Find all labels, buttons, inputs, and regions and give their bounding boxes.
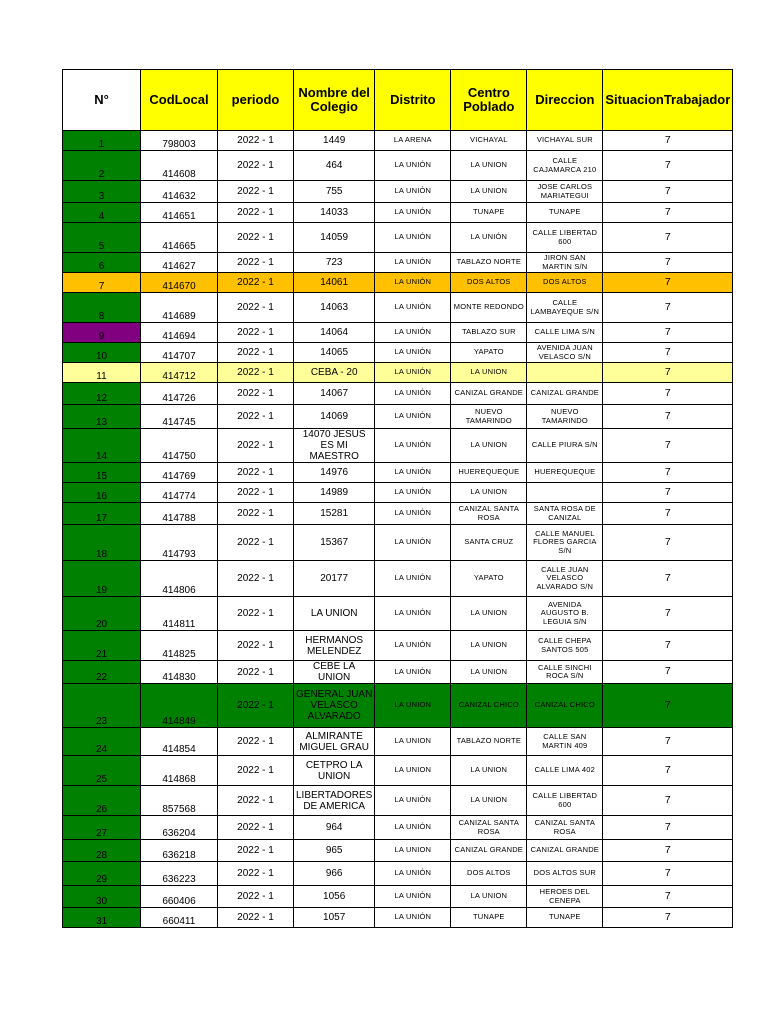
nombre-cell: 1056 xyxy=(294,886,375,908)
centro-poblado-cell: LA UNION xyxy=(451,786,527,816)
nombre-cell: 14069 xyxy=(294,405,375,429)
periodo-cell: 2022 - 1 xyxy=(218,343,294,363)
periodo-cell: 2022 - 1 xyxy=(218,503,294,525)
header-periodo: periodo xyxy=(218,70,294,131)
direccion-cell: CANIZAL GRANDE xyxy=(527,840,603,862)
row-number: 4 xyxy=(63,203,141,223)
table-row xyxy=(63,151,733,181)
table-row xyxy=(63,405,733,429)
codlocal-cell: 414788 xyxy=(141,503,218,525)
row-number: 7 xyxy=(63,273,141,293)
codlocal-cell: 414689 xyxy=(141,293,218,323)
table-row xyxy=(63,631,733,661)
centro-poblado-cell: LA UNION xyxy=(451,181,527,203)
distrito-cell: LA UNIÓN xyxy=(375,661,451,684)
codlocal-cell: 414726 xyxy=(141,383,218,405)
distrito-cell: LA ARENA xyxy=(375,131,451,151)
row-number: 16 xyxy=(63,483,141,503)
codlocal-cell: 414868 xyxy=(141,756,218,786)
direccion-cell: NUEVO TAMARINDO xyxy=(527,405,603,429)
nombre-cell: LA UNION xyxy=(294,597,375,631)
nombre-cell: 14061 xyxy=(294,273,375,293)
codlocal-cell: 414825 xyxy=(141,631,218,661)
distrito-cell: LA UNIÓN xyxy=(375,405,451,429)
periodo-cell: 2022 - 1 xyxy=(218,908,294,928)
codlocal-cell: 414849 xyxy=(141,684,218,728)
periodo-cell: 2022 - 1 xyxy=(218,597,294,631)
table-row xyxy=(63,561,733,597)
centro-poblado-cell: LA UNION xyxy=(451,886,527,908)
distrito-cell: LA UNIÓN xyxy=(375,908,451,928)
header-situacion: SituacionTrabajador xyxy=(603,70,733,131)
periodo-cell: 2022 - 1 xyxy=(218,151,294,181)
table-row xyxy=(63,684,733,728)
situacion-cell: 7 xyxy=(603,862,733,886)
periodo-cell: 2022 - 1 xyxy=(218,223,294,253)
row-number: 9 xyxy=(63,323,141,343)
situacion-cell: 7 xyxy=(603,181,733,203)
centro-poblado-cell: CANIZAL CHICO xyxy=(451,684,527,728)
codlocal-cell: 414608 xyxy=(141,151,218,181)
situacion-cell: 7 xyxy=(603,363,733,383)
row-number: 13 xyxy=(63,405,141,429)
centro-poblado-cell: TABLAZO SUR xyxy=(451,323,527,343)
codlocal-cell: 414830 xyxy=(141,661,218,684)
direccion-cell: CALLE LAMBAYEQUE S/N xyxy=(527,293,603,323)
distrito-cell: LA UNIÓN xyxy=(375,181,451,203)
codlocal-cell: 414651 xyxy=(141,203,218,223)
centro-poblado-cell: DOS ALTOS xyxy=(451,273,527,293)
situacion-cell: 7 xyxy=(603,816,733,840)
table-row xyxy=(63,483,733,503)
row-number: 5 xyxy=(63,223,141,253)
nombre-cell: 965 xyxy=(294,840,375,862)
distrito-cell: LA UNIÓN xyxy=(375,363,451,383)
situacion-cell: 7 xyxy=(603,908,733,928)
table-row xyxy=(63,661,733,684)
centro-poblado-cell: YAPATO xyxy=(451,343,527,363)
centro-poblado-cell: CANIZAL GRANDE xyxy=(451,383,527,405)
table-row xyxy=(63,343,733,363)
centro-poblado-cell: CANIZAL SANTA ROSA xyxy=(451,503,527,525)
codlocal-cell: 414806 xyxy=(141,561,218,597)
centro-poblado-cell: LA UNION xyxy=(451,483,527,503)
periodo-cell: 2022 - 1 xyxy=(218,483,294,503)
distrito-cell: LA UNIÓN xyxy=(375,525,451,561)
periodo-cell: 2022 - 1 xyxy=(218,525,294,561)
periodo-cell: 2022 - 1 xyxy=(218,661,294,684)
header-centro-poblado: Centro Poblado xyxy=(451,70,527,131)
periodo-cell: 2022 - 1 xyxy=(218,561,294,597)
nombre-cell: 1449 xyxy=(294,131,375,151)
school-table xyxy=(62,69,733,928)
situacion-cell: 7 xyxy=(603,684,733,728)
centro-poblado-cell: TUNAPE xyxy=(451,908,527,928)
row-number: 31 xyxy=(63,908,141,928)
row-number: 8 xyxy=(63,293,141,323)
direccion-cell: TUNAPE xyxy=(527,908,603,928)
codlocal-cell: 414670 xyxy=(141,273,218,293)
direccion-cell: CANIZAL SANTA ROSA xyxy=(527,816,603,840)
row-number: 15 xyxy=(63,463,141,483)
direccion-cell: CALLE CAJAMARCA 210 xyxy=(527,151,603,181)
periodo-cell: 2022 - 1 xyxy=(218,131,294,151)
distrito-cell: LA UNION xyxy=(375,728,451,756)
direccion-cell: CALLE JUAN VELASCO ALVARADO S/N xyxy=(527,561,603,597)
table-row xyxy=(63,503,733,525)
nombre-cell: LIBERTADORES DE AMERICA xyxy=(294,786,375,816)
distrito-cell: LA UNIÓN xyxy=(375,293,451,323)
row-number: 26 xyxy=(63,786,141,816)
nombre-cell: CEBE LA UNION xyxy=(294,661,375,684)
distrito-cell: LA UNIÓN xyxy=(375,483,451,503)
situacion-cell: 7 xyxy=(603,293,733,323)
distrito-cell: LA UNION xyxy=(375,840,451,862)
situacion-cell: 7 xyxy=(603,886,733,908)
direccion-cell: CALLE LIMA 402 xyxy=(527,756,603,786)
direccion-cell: CANIZAL GRANDE xyxy=(527,383,603,405)
periodo-cell: 2022 - 1 xyxy=(218,786,294,816)
periodo-cell: 2022 - 1 xyxy=(218,273,294,293)
table-row xyxy=(63,253,733,273)
centro-poblado-cell: HUEREQUEQUE xyxy=(451,463,527,483)
periodo-cell: 2022 - 1 xyxy=(218,203,294,223)
centro-poblado-cell: LA UNION xyxy=(451,756,527,786)
codlocal-cell: 414854 xyxy=(141,728,218,756)
table-row xyxy=(63,728,733,756)
periodo-cell: 2022 - 1 xyxy=(218,429,294,463)
codlocal-cell: 636223 xyxy=(141,862,218,886)
centro-poblado-cell: LA UNION xyxy=(451,151,527,181)
periodo-cell: 2022 - 1 xyxy=(218,862,294,886)
row-number: 3 xyxy=(63,181,141,203)
codlocal-cell: 414665 xyxy=(141,223,218,253)
periodo-cell: 2022 - 1 xyxy=(218,363,294,383)
situacion-cell: 7 xyxy=(603,840,733,862)
row-number: 27 xyxy=(63,816,141,840)
row-number: 24 xyxy=(63,728,141,756)
nombre-cell: 14033 xyxy=(294,203,375,223)
codlocal-cell: 636204 xyxy=(141,816,218,840)
nombre-cell: 966 xyxy=(294,862,375,886)
header-distrito: Distrito xyxy=(375,70,451,131)
direccion-cell: JIRON SAN MARTIN S/N xyxy=(527,253,603,273)
row-number: 18 xyxy=(63,525,141,561)
distrito-cell: LA UNIÓN xyxy=(375,786,451,816)
nombre-cell: 14989 xyxy=(294,483,375,503)
table-row xyxy=(63,273,733,293)
nombre-cell: 20177 xyxy=(294,561,375,597)
codlocal-cell: 414627 xyxy=(141,253,218,273)
direccion-cell: AVENIDA AUGUSTO B. LEGUIA S/N xyxy=(527,597,603,631)
table-body xyxy=(63,131,733,928)
situacion-cell: 7 xyxy=(603,405,733,429)
row-number: 29 xyxy=(63,862,141,886)
centro-poblado-cell: TABLAZO NORTE xyxy=(451,253,527,273)
distrito-cell: LA UNIÓN xyxy=(375,886,451,908)
situacion-cell: 7 xyxy=(603,728,733,756)
periodo-cell: 2022 - 1 xyxy=(218,816,294,840)
nombre-cell: ALMIRANTE MIGUEL GRAU xyxy=(294,728,375,756)
situacion-cell: 7 xyxy=(603,631,733,661)
distrito-cell: LA UNIÓN xyxy=(375,816,451,840)
row-number: 14 xyxy=(63,429,141,463)
nombre-cell: 464 xyxy=(294,151,375,181)
row-number: 23 xyxy=(63,684,141,728)
situacion-cell: 7 xyxy=(603,661,733,684)
nombre-cell: 14064 xyxy=(294,323,375,343)
distrito-cell: LA UNIÓN xyxy=(375,323,451,343)
table-row xyxy=(63,756,733,786)
table-row xyxy=(63,463,733,483)
periodo-cell: 2022 - 1 xyxy=(218,463,294,483)
centro-poblado-cell: LA UNION xyxy=(451,661,527,684)
nombre-cell: 14059 xyxy=(294,223,375,253)
header-direccion: Direccion xyxy=(527,70,603,131)
situacion-cell: 7 xyxy=(603,463,733,483)
situacion-cell: 7 xyxy=(603,429,733,463)
direccion-cell xyxy=(527,483,603,503)
header-no: N° xyxy=(63,70,141,131)
periodo-cell: 2022 - 1 xyxy=(218,323,294,343)
situacion-cell: 7 xyxy=(603,525,733,561)
table-row xyxy=(63,886,733,908)
distrito-cell: LA UNIÓN xyxy=(375,463,451,483)
row-number: 19 xyxy=(63,561,141,597)
direccion-cell: TUNAPE xyxy=(527,203,603,223)
situacion-cell: 7 xyxy=(603,343,733,363)
situacion-cell: 7 xyxy=(603,203,733,223)
direccion-cell: CALLE LIBERTAD 600 xyxy=(527,786,603,816)
direccion-cell: CALLE SINCHI ROCA S/N xyxy=(527,661,603,684)
distrito-cell: LA UNION xyxy=(375,756,451,786)
row-number: 17 xyxy=(63,503,141,525)
table-row xyxy=(63,862,733,886)
direccion-cell: CALLE MANUEL FLORES GARCIA S/N xyxy=(527,525,603,561)
codlocal-cell: 660411 xyxy=(141,908,218,928)
periodo-cell: 2022 - 1 xyxy=(218,405,294,429)
direccion-cell: DOS ALTOS SUR xyxy=(527,862,603,886)
distrito-cell: LA UNIÓN xyxy=(375,253,451,273)
periodo-cell: 2022 - 1 xyxy=(218,886,294,908)
row-number: 25 xyxy=(63,756,141,786)
codlocal-cell: 414707 xyxy=(141,343,218,363)
codlocal-cell: 414750 xyxy=(141,429,218,463)
centro-poblado-cell: LA UNION xyxy=(451,631,527,661)
direccion-cell: CANIZAL CHICO xyxy=(527,684,603,728)
periodo-cell: 2022 - 1 xyxy=(218,253,294,273)
codlocal-cell: 857568 xyxy=(141,786,218,816)
row-number: 10 xyxy=(63,343,141,363)
periodo-cell: 2022 - 1 xyxy=(218,684,294,728)
direccion-cell: SANTA ROSA DE CANIZAL xyxy=(527,503,603,525)
row-number: 28 xyxy=(63,840,141,862)
table-row xyxy=(63,383,733,405)
table-row xyxy=(63,525,733,561)
situacion-cell: 7 xyxy=(603,383,733,405)
situacion-cell: 7 xyxy=(603,253,733,273)
direccion-cell: JOSE CARLOS MARIATEGUI xyxy=(527,181,603,203)
periodo-cell: 2022 - 1 xyxy=(218,631,294,661)
row-number: 2 xyxy=(63,151,141,181)
distrito-cell: LA UNIÓN xyxy=(375,597,451,631)
centro-poblado-cell: LA UNION xyxy=(451,597,527,631)
distrito-cell: LA UNIÓN xyxy=(375,273,451,293)
nombre-cell: 14070 JESUS ES MI MAESTRO xyxy=(294,429,375,463)
direccion-cell: VICHAYAL SUR xyxy=(527,131,603,151)
codlocal-cell: 414694 xyxy=(141,323,218,343)
centro-poblado-cell: LA UNION xyxy=(451,363,527,383)
row-number: 20 xyxy=(63,597,141,631)
table-row xyxy=(63,293,733,323)
codlocal-cell: 798003 xyxy=(141,131,218,151)
table-row xyxy=(63,786,733,816)
nombre-cell: 15281 xyxy=(294,503,375,525)
distrito-cell: LA UNIÓN xyxy=(375,631,451,661)
row-number: 11 xyxy=(63,363,141,383)
distrito-cell: LA UNIÓN xyxy=(375,429,451,463)
centro-poblado-cell: NUEVO TAMARINDO xyxy=(451,405,527,429)
situacion-cell: 7 xyxy=(603,323,733,343)
table-row xyxy=(63,203,733,223)
periodo-cell: 2022 - 1 xyxy=(218,840,294,862)
row-number: 30 xyxy=(63,886,141,908)
situacion-cell: 7 xyxy=(603,503,733,525)
situacion-cell: 7 xyxy=(603,151,733,181)
distrito-cell: LA UNIÓN xyxy=(375,203,451,223)
codlocal-cell: 414769 xyxy=(141,463,218,483)
row-number: 21 xyxy=(63,631,141,661)
table-row xyxy=(63,363,733,383)
table-row xyxy=(63,429,733,463)
table-row xyxy=(63,908,733,928)
distrito-cell: LA UNIÓN xyxy=(375,561,451,597)
codlocal-cell: 414632 xyxy=(141,181,218,203)
periodo-cell: 2022 - 1 xyxy=(218,728,294,756)
situacion-cell: 7 xyxy=(603,786,733,816)
distrito-cell: LA UNION xyxy=(375,684,451,728)
header-row xyxy=(63,70,733,131)
nombre-cell: 14063 xyxy=(294,293,375,323)
distrito-cell: LA UNIÓN xyxy=(375,503,451,525)
row-number: 6 xyxy=(63,253,141,273)
nombre-cell: 1057 xyxy=(294,908,375,928)
centro-poblado-cell: VICHAYAL xyxy=(451,131,527,151)
periodo-cell: 2022 - 1 xyxy=(218,383,294,405)
table-row xyxy=(63,323,733,343)
direccion-cell: CALLE LIBERTAD 600 xyxy=(527,223,603,253)
table-row xyxy=(63,181,733,203)
codlocal-cell: 414745 xyxy=(141,405,218,429)
situacion-cell: 7 xyxy=(603,561,733,597)
header-codlocal: CodLocal xyxy=(141,70,218,131)
periodo-cell: 2022 - 1 xyxy=(218,181,294,203)
centro-poblado-cell: TUNAPE xyxy=(451,203,527,223)
nombre-cell: CETPRO LA UNION xyxy=(294,756,375,786)
centro-poblado-cell: LA UNION xyxy=(451,429,527,463)
centro-poblado-cell: TABLAZO NORTE xyxy=(451,728,527,756)
centro-poblado-cell: LA UNIÓN xyxy=(451,223,527,253)
nombre-cell: HERMANOS MELENDEZ xyxy=(294,631,375,661)
direccion-cell: HUEREQUEQUE xyxy=(527,463,603,483)
direccion-cell: CALLE SAN MARTIN 409 xyxy=(527,728,603,756)
codlocal-cell: 636218 xyxy=(141,840,218,862)
nombre-cell: 14067 xyxy=(294,383,375,405)
nombre-cell: GENERAL JUAN VELASCO ALVARADO xyxy=(294,684,375,728)
header-nombre: Nombre del Colegio xyxy=(294,70,375,131)
direccion-cell: HEROES DEL CENEPA xyxy=(527,886,603,908)
centro-poblado-cell: CANIZAL SANTA ROSA xyxy=(451,816,527,840)
direccion-cell: CALLE CHEPA SANTOS 505 xyxy=(527,631,603,661)
nombre-cell: 755 xyxy=(294,181,375,203)
situacion-cell: 7 xyxy=(603,756,733,786)
centro-poblado-cell: MONTE REDONDO xyxy=(451,293,527,323)
table-row xyxy=(63,223,733,253)
nombre-cell: 723 xyxy=(294,253,375,273)
direccion-cell: DOS ALTOS xyxy=(527,273,603,293)
situacion-cell: 7 xyxy=(603,131,733,151)
nombre-cell: 15367 xyxy=(294,525,375,561)
nombre-cell: 14065 xyxy=(294,343,375,363)
distrito-cell: LA UNIÓN xyxy=(375,223,451,253)
nombre-cell: 964 xyxy=(294,816,375,840)
distrito-cell: LA UNIÓN xyxy=(375,862,451,886)
row-number: 22 xyxy=(63,661,141,684)
table-row xyxy=(63,816,733,840)
table-row xyxy=(63,131,733,151)
row-number: 12 xyxy=(63,383,141,405)
situacion-cell: 7 xyxy=(603,483,733,503)
situacion-cell: 7 xyxy=(603,597,733,631)
centro-poblado-cell: DOS ALTOS xyxy=(451,862,527,886)
distrito-cell: LA UNIÓN xyxy=(375,343,451,363)
centro-poblado-cell: YAPATO xyxy=(451,561,527,597)
nombre-cell: 14976 xyxy=(294,463,375,483)
direccion-cell: CALLE PIURA S/N xyxy=(527,429,603,463)
centro-poblado-cell: SANTA CRUZ xyxy=(451,525,527,561)
distrito-cell: LA UNIÓN xyxy=(375,383,451,405)
codlocal-cell: 414712 xyxy=(141,363,218,383)
periodo-cell: 2022 - 1 xyxy=(218,756,294,786)
distrito-cell: LA UNIÓN xyxy=(375,151,451,181)
centro-poblado-cell: CANIZAL GRANDE xyxy=(451,840,527,862)
nombre-cell: CEBA - 20 xyxy=(294,363,375,383)
situacion-cell: 7 xyxy=(603,223,733,253)
direccion-cell: CALLE LIMA S/N xyxy=(527,323,603,343)
codlocal-cell: 414793 xyxy=(141,525,218,561)
table-row xyxy=(63,597,733,631)
situacion-cell: 7 xyxy=(603,273,733,293)
codlocal-cell: 414774 xyxy=(141,483,218,503)
periodo-cell: 2022 - 1 xyxy=(218,293,294,323)
codlocal-cell: 414811 xyxy=(141,597,218,631)
table-row xyxy=(63,840,733,862)
codlocal-cell: 660406 xyxy=(141,886,218,908)
direccion-cell xyxy=(527,363,603,383)
row-number: 1 xyxy=(63,131,141,151)
direccion-cell: AVENIDA JUAN VELASCO S/N xyxy=(527,343,603,363)
